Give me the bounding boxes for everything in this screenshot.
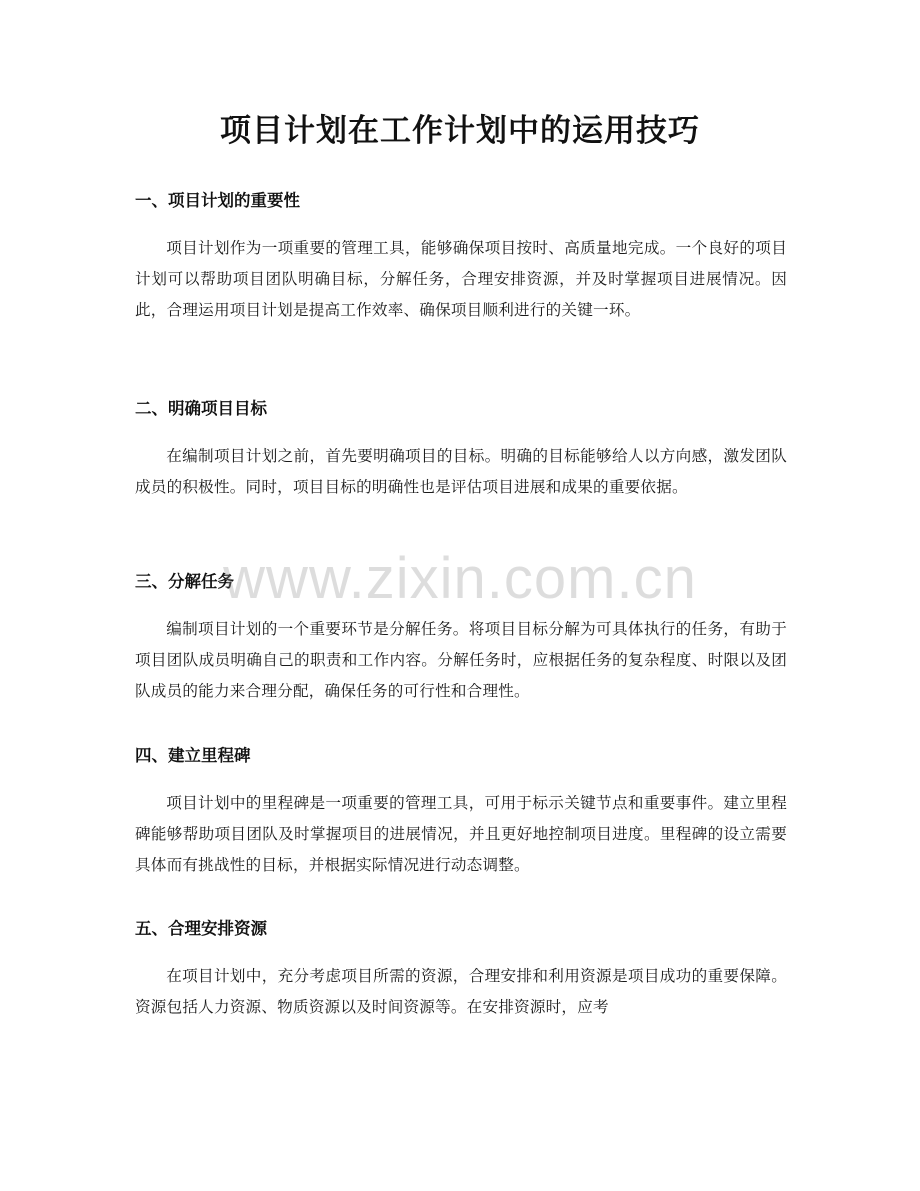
section-body: 在编制项目计划之前，首先要明确项目的目标。明确的目标能够给人以方向感，激发团队成员的积极性。同时，项目目标的明确性也是评估项目进展和成果的重要依据。 (135, 447, 787, 496)
section-heading: 五、合理安排资源 (135, 919, 267, 938)
section-heading: 一、项目计划的重要性 (135, 191, 300, 210)
section-resources (135, 917, 787, 1023)
document-title: 项目计划在工作计划中的运用技巧 (220, 113, 700, 149)
section-heading: 二、明确项目目标 (135, 399, 267, 418)
section-importance (135, 189, 787, 326)
section-goals (135, 397, 787, 503)
section-milestones (135, 744, 787, 881)
section-heading: 三、分解任务 (135, 572, 234, 591)
section-heading: 四、建立里程碑 (135, 746, 251, 765)
watermark: www.zixin.com.cn (223, 546, 697, 611)
section-body: 在项目计划中，充分考虑项目所需的资源，合理安排和利用资源是项目成功的重要保障。资源包括人力资源、物质资源以及时间资源等。在安排资源时，应考 (135, 967, 787, 1016)
section-body: 项目计划作为一项重要的管理工具，能够确保项目按时、高质量地完成。一个良好的项目计划可以帮助项目团队明确目标，分解任务，合理安排资源，并及时掌握项目进展情况。因此，合理运用项目计划是提高工作效率、确保项目顺利进行的关键一环。 (135, 239, 787, 319)
section-body: 编制项目计划的一个重要环节是分解任务。将项目目标分解为可具体执行的任务，有助于项目团队成员明确自己的职责和工作内容。分解任务时，应根据任务的复杂程度、时限以及团队成员的能力来合理分配，确保任务的可行性和合理性。 (135, 620, 787, 700)
section-body: 项目计划中的里程碑是一项重要的管理工具，可用于标示关键节点和重要事件。建立里程碑能够帮助项目团队及时掌握项目的进展情况，并且更好地控制项目进度。里程碑的设立需要具体而有挑战性的目标，并根据实际情况进行动态调整。 (135, 794, 787, 874)
section-tasks (135, 570, 787, 707)
